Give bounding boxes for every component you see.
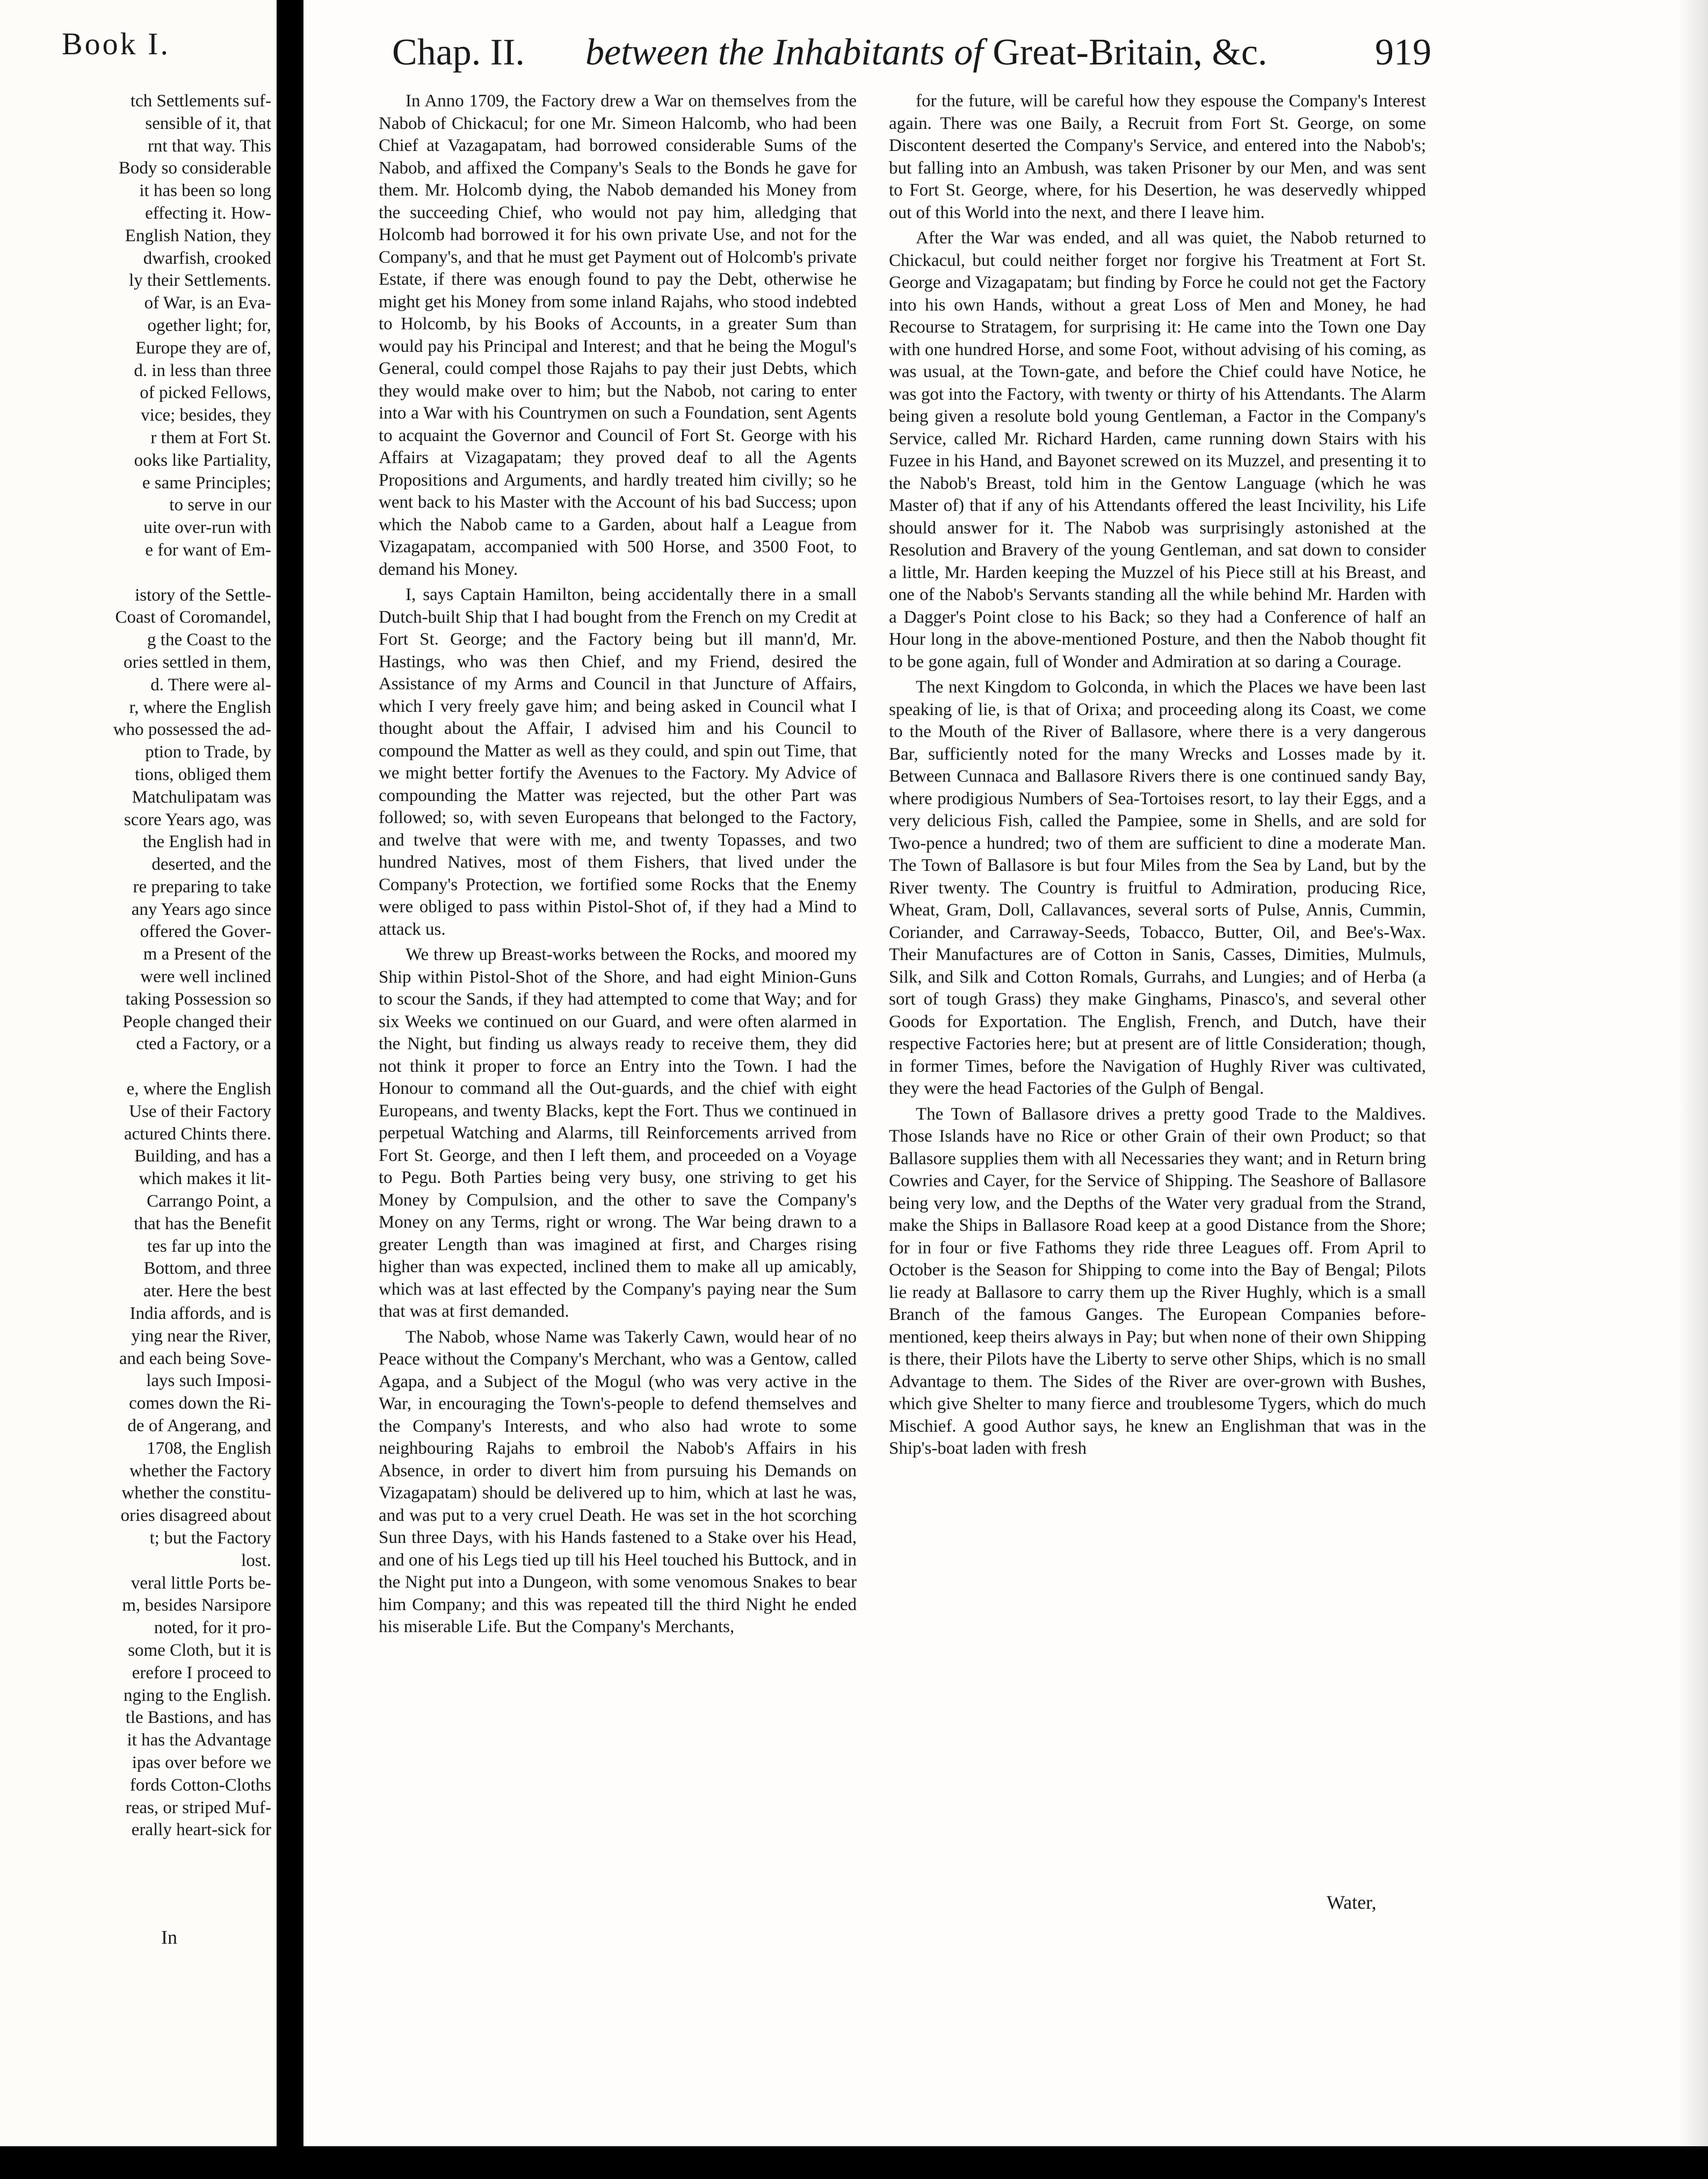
column1-paragraph: I, says Captain Hamilton, being accidentally there in a small Dutch-built Ship that I had bought from the French on my Credit at Fort St. George; and the Factory being but ill mann'd, Mr. Hastings, who was then Chief, and my Friend, desired the Assistance of my Arms and Council in that Juncture of Affairs, which I very freely gave him; and being asked in Council what I thought about the Affair, I advised him and his Council to compound the Matter as well as they could, and spin out Time, that we might better fortify the Avenues to the Factory. My Advice of compounding the Matter was rejected, but the other Part was followed; so, with seven Europeans that belonged to the Factory, and twelve that were with me, and twenty Topasses, and two hundred Natives, most of them Fishers, that lived under the Company's Protection, we fortified some Rocks that the Enemy were obliged to pass within Pistol-Shot of, if they had a Mind to attack us. [379, 585, 857, 939]
column2-paragraph: The next Kingdom to Golconda, in which the Places we have been last speaking of lie, is that of Orixa; and proceeding along its Coast, we come to the Mouth of the River of Ballasore, where there is a very dangerous Bar, sufficiently noted for the many Wrecks and Losses made by it. Between Cunnaca and Ballasore Rivers there is one continued sandy Bay, where prodigious Numbers of Sea-Tortoises resort, to lay their Eggs, and a very delicious Fish, called the Pampiee, some in Shells, and are sold for Two-pence a hundred; two of them are sufficient to dine a moderate Man. The Town of Ballasore is but four Miles from the Sea by Land, but by the River twenty. The Country is fruitful to Admiration, producing Rice, Wheat, Gram, Doll, Callavances, several sorts of Pulse, Annis, Cummin, Coriander, and Carraway-Seeds, Tobacco, Butter, Oil, and Bee's-Wax. Their Manufactures are of Cotton in Sanis, Casses, Dimities, Mulmuls, Silk, and Silk and Cotton Romals, Gurrahs, and Lungies; and of Herba (a sort of tough Grass) they make Ginghams, Pinasco's, and several other Goods for Exportation. The English, French, and Dutch, have their respective Factories here; but at present are of little Consideration; though, in former Times, before the Navigation of Hughly River was cultivated, they were the head Factories of the Gulph of Bengal. [889, 677, 1426, 1098]
scan-bottom-border [0, 2146, 1708, 2179]
left-page-line: Building, and has a [134, 1146, 271, 1166]
left-page-line: lays such Imposi- [146, 1371, 271, 1391]
left-page-line: veral little Ports be- [131, 1573, 271, 1593]
left-page-line: rnt that way. This [147, 136, 271, 156]
left-page-line: fords Cotton-Cloths [129, 1775, 271, 1795]
left-page-line: tes far up into the [147, 1236, 271, 1256]
column1-paragraph: The Nabob, whose Name was Takerly Cawn, would hear of no Peace without the Company's Merchant, who was a Gentow, called Agapa, and a Subject of the Mogul (who was very active in the War, in encouraging the Town's-people to defend themselves and the Company's Interests, and who also had wrote to some neighbouring Rajahs to embroil the Nabob's Affairs in his Absence, in order to divert him from pursuing his Demands on Vizagapatam) should be delivered up to him, which at last he was, and was put to a very cruel Death. He was set in the hot scorching Sun three Days, with his Hands fastened to a Stake over his Head, and one of his Legs tied up till his Heel touched his Buttock, and in the Night put into a Dungeon, with some venomous Snakes to bear him Company; and this was repeated till the third Night he ended his miserable Life. But the Company's Merchants, [379, 1327, 857, 1636]
column2-paragraph: After the War was ended, and all was quiet, the Nabob returned to Chickacul, but could neither forget nor forgive his Treatment at Fort St. George and Vizagapatam; but finding by Force he could not get the Factory into his own Hands, without a great Loss of Men and Money, he had Recourse to Stratagem, for surprising it: He came into the Town one Day with one hundred Horse, and some Foot, without advising of his coming, as was usual, at the Town-gate, and before the Chief could have Notice, he was got into the Factory, with twenty or thirty of his Attendants. The Alarm being given a resolute bold young Gentleman, a Factor in the Company's Service, called Mr. Richard Harden, came running down Stairs with his Fuzee in his Hand, and Bayonet screwed on its Muzzel, and presenting it to the Nabob's Breast, told him in the Gentow Language (which he was Master of) that if any of his Attendants offered the least Incivility, his Life should answer for it. The Nabob was surprisingly astonished at the Resolution and Bravery of the young Gentleman, and sat down to consider a little, Mr. Harden keeping the Muzzel of his Piece still at his Breast, and one of the Nabob's Servants standing all the while behind Mr. Harden with a Dagger's Point close to his Back; so they had a Conference of half an Hour long in the above-mentioned Posture, and then the Nabob thought fit to be gone again, full of Wonder and Admiration at so daring a Courage. [889, 228, 1426, 672]
left-page-line: Body so considerable [118, 158, 271, 178]
left-page-text-column [3, 90, 271, 1842]
left-page-line: Carrango Point, a [147, 1192, 271, 1211]
running-title [585, 31, 1267, 74]
left-page-line: ater. Here the best [143, 1281, 271, 1301]
running-title-italic: between the Inhabitants of [585, 32, 983, 73]
left-page-line: ories settled in them, [124, 652, 271, 672]
left-page-line: d. in less than three [134, 360, 271, 380]
left-page-line: m, besides Narsipore [122, 1596, 271, 1615]
left-page-line [3, 1056, 271, 1078]
left-page-line: effecting it. How- [145, 203, 271, 223]
left-page-line: reas, or striped Muf- [125, 1798, 271, 1817]
left-page-line: to serve in our [169, 495, 271, 515]
chapter-label: Chap. II. [392, 32, 525, 73]
left-page-line: of War, is an Eva- [144, 293, 271, 313]
left-page-line: Bottom, and three [143, 1259, 271, 1279]
left-page-line: ooks like Partiality, [134, 450, 271, 470]
left-page-line: the English had in [142, 832, 271, 852]
left-page-line: any Years ago since [131, 899, 271, 919]
left-page-line: Coast of Coromandel, [115, 608, 271, 627]
running-title-roman: Great-Britain, &c. [993, 32, 1268, 73]
left-page-line: r them at Fort St. [150, 428, 271, 448]
left-page-line: deserted, and the [151, 855, 271, 875]
left-page-line: it has the Advantage [127, 1730, 271, 1750]
left-page-line: noted, for it pro- [154, 1618, 271, 1638]
left-page-line: English Nation, they [125, 226, 271, 246]
left-page-line: tch Settlements suf- [130, 91, 271, 111]
left-page-line: People changed their [122, 1012, 271, 1031]
left-page-line: ly their Settlements. [129, 271, 271, 291]
left-page-line: taking Possession so [125, 989, 271, 1009]
left-page-line: nging to the English. [124, 1685, 271, 1705]
left-page-line: score Years ago, was [124, 810, 271, 829]
left-page-line: erefore I proceed to [132, 1663, 271, 1683]
left-page-line: tle Bastions, and has [125, 1708, 271, 1728]
page-number: 919 [1375, 32, 1431, 73]
left-page-line: and each being Sove- [119, 1348, 271, 1368]
right-catchword: Water, [1327, 1892, 1377, 1913]
left-page-line: were well inclined [140, 967, 271, 987]
column2-paragraph: The Town of Ballasore drives a pretty good Trade to the Maldives. Those Islands have no Rice or other Grain of their own Product; so that Ballasore supplies them with all Necessaries they want; and in Return bring Cowries and Cayer, for the Service of Shipping. The Seashore of Ballasore being very low, and the Depths of the Water very gradual from the Strand, make the Ships in Ballasore Road keep at a good Distance from the Shore; for in four or five Fathoms they ride three Leagues off. From April to October is the Season for Shipping to come into the Bay of Bengal; Pilots lie ready at Ballasore to carry them up the River Hughly, which is a small Branch of the famous Ganges. The European Companies before-mentioned, keep theirs always in Pay; but when none of their own Shipping is there, their Pilots have the Liberty to serve other Ships, which is no small Advantage to them. The Sides of the River are over-grown with Bushes, which give Shelter to many fierce and troublesome Tygers, which do much Mischief. A good Author says, he knew an Englishman that was in the Ship's-boat laden with fresh [889, 1104, 1426, 1458]
left-page-line: actured Chints there. [124, 1124, 271, 1144]
left-page-line: r, where the English [129, 697, 271, 717]
left-page-line: who possessed the ad- [113, 720, 271, 740]
left-page-line: sensible of it, that [145, 113, 271, 133]
left-page-line: dwarfish, crooked [143, 248, 271, 268]
left-page-line: re preparing to take [133, 877, 271, 897]
text-column-1 [379, 90, 857, 1642]
left-page-line: e for want of Em- [145, 540, 271, 560]
left-page [0, 0, 277, 2146]
left-page-line: whether the constitu- [121, 1483, 271, 1503]
left-page-line: istory of the Settle- [135, 585, 271, 605]
left-page-line: cted a Factory, or a [136, 1034, 271, 1054]
left-page-line: vice; besides, they [141, 406, 271, 425]
left-catchword: In [161, 1927, 177, 1948]
left-page-line: it has been so long [139, 181, 271, 201]
left-page-line: lost. [241, 1550, 271, 1570]
left-page-line: de of Angerang, and [127, 1416, 271, 1436]
left-page-line: that has the Benefit [134, 1214, 271, 1233]
left-page-line: offered the Gover- [140, 922, 271, 942]
text-column-2 [889, 90, 1426, 1463]
left-page-line: of picked Fellows, [140, 383, 271, 403]
left-page-line: e same Principles; [142, 473, 271, 493]
left-page-line: which makes it lit- [139, 1169, 271, 1189]
left-page-line: erally heart-sick for [131, 1820, 271, 1840]
left-page-line: ories disagreed about [120, 1506, 271, 1526]
left-running-header: Book I. [62, 26, 170, 61]
column2-paragraph: for the future, will be careful how they espouse the Company's Interest again. There was one Baily, a Recruit from Fort St. George, on some Discontent deserted the Company's Service, and entered into the Nabob's; but falling into an Ambush, was taken Prisoner by our Men, and was sent to Fort St. George, where, for his Desertion, he was deservedly whipped out of this World into the next, and there I leave him. [889, 91, 1426, 222]
left-page-line: t; but the Factory [149, 1528, 271, 1548]
left-page-line: comes down the Ri- [129, 1394, 271, 1413]
left-page-line: Matchulipatam was [132, 787, 271, 807]
left-page-line: ipas over before we [132, 1752, 271, 1772]
left-page-line: d. There were al- [150, 675, 271, 695]
column1-paragraph: We threw up Breast-works between the Rocks, and moored my Ship within Pistol-Shot of the Shore, and had eight Minion-Guns to scour the Sands, if they had attempted to come that Way; and for six Weeks we continued on our Guard, and were often alarmed in the Night, but finding us always ready to receive them, they did not think it proper to force an Entry into the Town. I had the Honour to command all the Out-guards, and the chief with eight Europeans, and twenty Blacks, kept the Fort. Thus we continued in perpetual Watching and Alarms, till Reinforcements arrived from Fort St. George, and then I left them, and proceeded on a Voyage to Pegu. Both Parties being very busy, one striving to get his Money by Compulsion, and the other to save the Company's Money on any Terms, right or wrong. The War being drawn to a greater Length than was imagined at first, and Charges rising higher than was expected, inclined them to make all up amicably, which was at last effected by the Company's paying near the Sum that was at first demanded. [379, 945, 857, 1321]
left-page-line: e, where the English [126, 1079, 271, 1099]
left-page-line: some Cloth, but it is [128, 1640, 271, 1660]
left-page-line: m a Present of the [143, 944, 271, 964]
left-page-line: ption to Trade, by [145, 742, 271, 762]
left-page-line: Europe they are of, [135, 338, 271, 358]
left-page-line: India affords, and is [129, 1304, 271, 1324]
left-page-line: Use of their Factory [129, 1101, 271, 1121]
page-edge-shadow [1678, 0, 1708, 2146]
column1-paragraph: In Anno 1709, the Factory drew a War on themselves from the Nabob of Chickacul; for one Mr. Simeon Halcomb, who had been Chief at Vazagapatam, had borrowed considerable Sums of the Nabob, and affixed the Company's Seals to the Bonds he gave for them. Mr. Holcomb dying, the Nabob demanded his Money from the succeeding Chief, who would not pay him, alledging that Holcomb had borrowed it for his own private Use, and not for the Company's, and that he must get Payment out of Holcomb's private Estate, if there was enough found to pay the Debt, otherwise he might get his Money from some inland Rajahs, who stood indebted to Holcomb, by his Books of Accounts, in a greater Sum than would pay his Principal and Interest; and that he being the Mogul's General, could compel those Rajahs to pay their just Debts, which they would make over to him; but the Nabob, not caring to enter into a War with his Countrymen on such a Foundation, sent Agents to acquaint the Governor and Council of Fort St. George with his Affairs at Vizagapatam; they proved deaf to all the Agents Propositions and Arguments, and hardly treated him civilly; so he went back to his Master with the Account of his bad Success; upon which the Nabob came to a Garden, about half a League from Vizagapatam, accompanied with 500 Horse, and 3500 Foot, to demand his Money. [379, 91, 857, 579]
left-page-line: g the Coast to the [147, 630, 271, 650]
left-page-line [3, 562, 271, 585]
left-page-line: tions, obliged them [135, 764, 271, 784]
left-page-line: whether the Factory [129, 1461, 271, 1481]
left-page-line: ying near the River, [131, 1326, 271, 1346]
left-page-line: uite over-run with [143, 518, 271, 538]
left-page-line: 1708, the English [147, 1438, 271, 1458]
left-page-line: ogether light; for, [147, 315, 271, 335]
